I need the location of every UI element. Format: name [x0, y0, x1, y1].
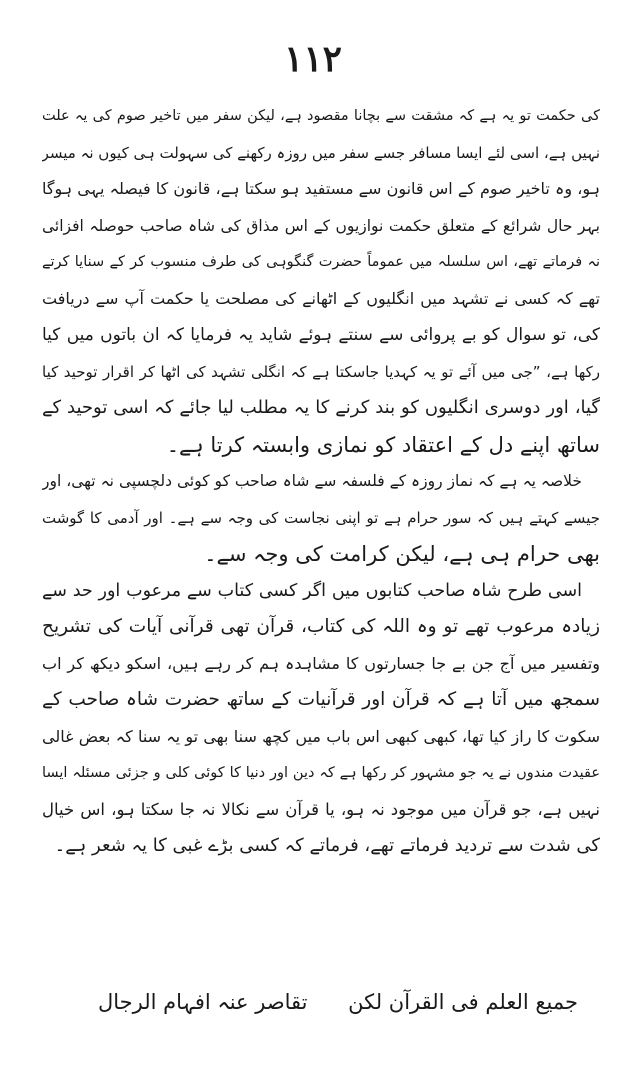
text-line: کی حکمت تو یہ ہے کہ مشقت سے بچانا مقصود ہے، لیکن سفر میں تاخیر صوم کی یہ علت — [42, 108, 600, 124]
text-line: اسی طرح شاہ صاحب کتابوں میں اگر کسی کتاب سے مرعوب اور حد سے — [42, 580, 582, 601]
text-line: خلاصہ یہ ہے کہ نماز روزہ کے فلسفہ سے شاہ صاحب کو کوئی دلچسپی نہ تھی، اور — [42, 472, 582, 490]
poetry-couplet — [0, 985, 626, 1019]
couplet-first-hemistich: جمیع العلم فی القرآن لکن — [348, 990, 578, 1014]
text-line: کی شدت سے تردید فرماتے تھے، فرماتے کہ کسی بڑے غبی کا یہ شعر ہے۔ — [54, 835, 600, 856]
text-line: نہیں ہے، اسی لئے ایسا مسافر جسے سفر میں روزہ رکھنے کی سہولت ہی کیوں نہ میسر — [42, 143, 600, 162]
text-line: گیا، اور دوسری انگلیوں کو بند کرنے کا یہ مطلب لیا جائے کہ اسی توحید کے — [42, 397, 600, 418]
text-line: ہو، وہ تاخیر صوم کے اس قانون سے مستفید ہو سکتا ہے، قانون کا فیصلہ یہی ہوگا — [42, 179, 600, 198]
text-line: زیادہ مرعوب تھے تو وہ اللہ کی کتاب، قرآن تھی قرآنی آیات کی تشریح — [42, 616, 600, 637]
body-text — [42, 98, 600, 865]
text-line: رکھا ہے، ”جی میں آئے تو یہ کہدیا جاسکتا ہے کہ انگلی تشہد کی اٹھا کر اقرار توحید کیا — [42, 362, 600, 381]
text-line: وتفسیر میں آج جن بے جا جسارتوں کا مشاہدہ ہم کر رہے ہیں، اسکو دیکھ کر اب — [42, 653, 600, 673]
text-line: نہیں ہے، جو قرآن میں موجود نہ ہو، یا قرآن سے نکالا نہ جا سکتا ہو، اس خیال — [42, 799, 600, 819]
text-line: سکوت کا راز کیا تھا، کبھی کبھی اس باب میں کچھ سنا بھی تو یہ سنا کہ بعض غالی — [42, 726, 600, 746]
page-number: ۱۱۲ — [283, 38, 342, 80]
text-line: جیسے کہتے ہیں کہ سور حرام ہے تو اپنی نجاست کی وجہ سے ہے۔ اور آدمی کا گوشت — [42, 508, 600, 527]
text-line: بھی حرام ہی ہے، لیکن کرامت کی وجہ سے۔ — [204, 542, 600, 566]
text-line: بہر حال شرائع کے متعلق حکمت نوازیوں کے اس مذاق کی شاہ صاحب حوصلہ افزائی — [42, 216, 600, 235]
text-line: تھے کہ کسی نے تشہد میں انگلیوں کے اٹھانے کی مصلحت یا حکمت آپ سے دریافت — [42, 288, 600, 308]
text-line: کی، تو سوال کو بے پروائی سے سنتے ہوئے شاید یہ فرمایا کہ ان باتوں میں کیا — [42, 325, 600, 345]
text-line: نہ فرماتے تھے، اس سلسلہ میں عموماً حضرت گنگوہی کی طرف منسوب کر کے سنایا کرتے — [42, 254, 600, 270]
text-line: سمجھ میں آتا ہے کہ قرآن اور قرآنیات کے ساتھ حضرت شاہ صاحب کے — [42, 689, 600, 710]
couplet-second-hemistich: تقاصر عنہ افہام الرجال — [98, 990, 308, 1014]
text-line: ساتھ اپنے دل کے اعتقاد کو نمازی وابستہ کرتا ہے۔ — [166, 432, 600, 457]
text-line: عقیدت مندوں نے یہ جو مشہور کر رکھا ہے کہ دین اور دنیا کا کوئی کلی و جزئی مسئلہ ایسا — [42, 765, 600, 781]
